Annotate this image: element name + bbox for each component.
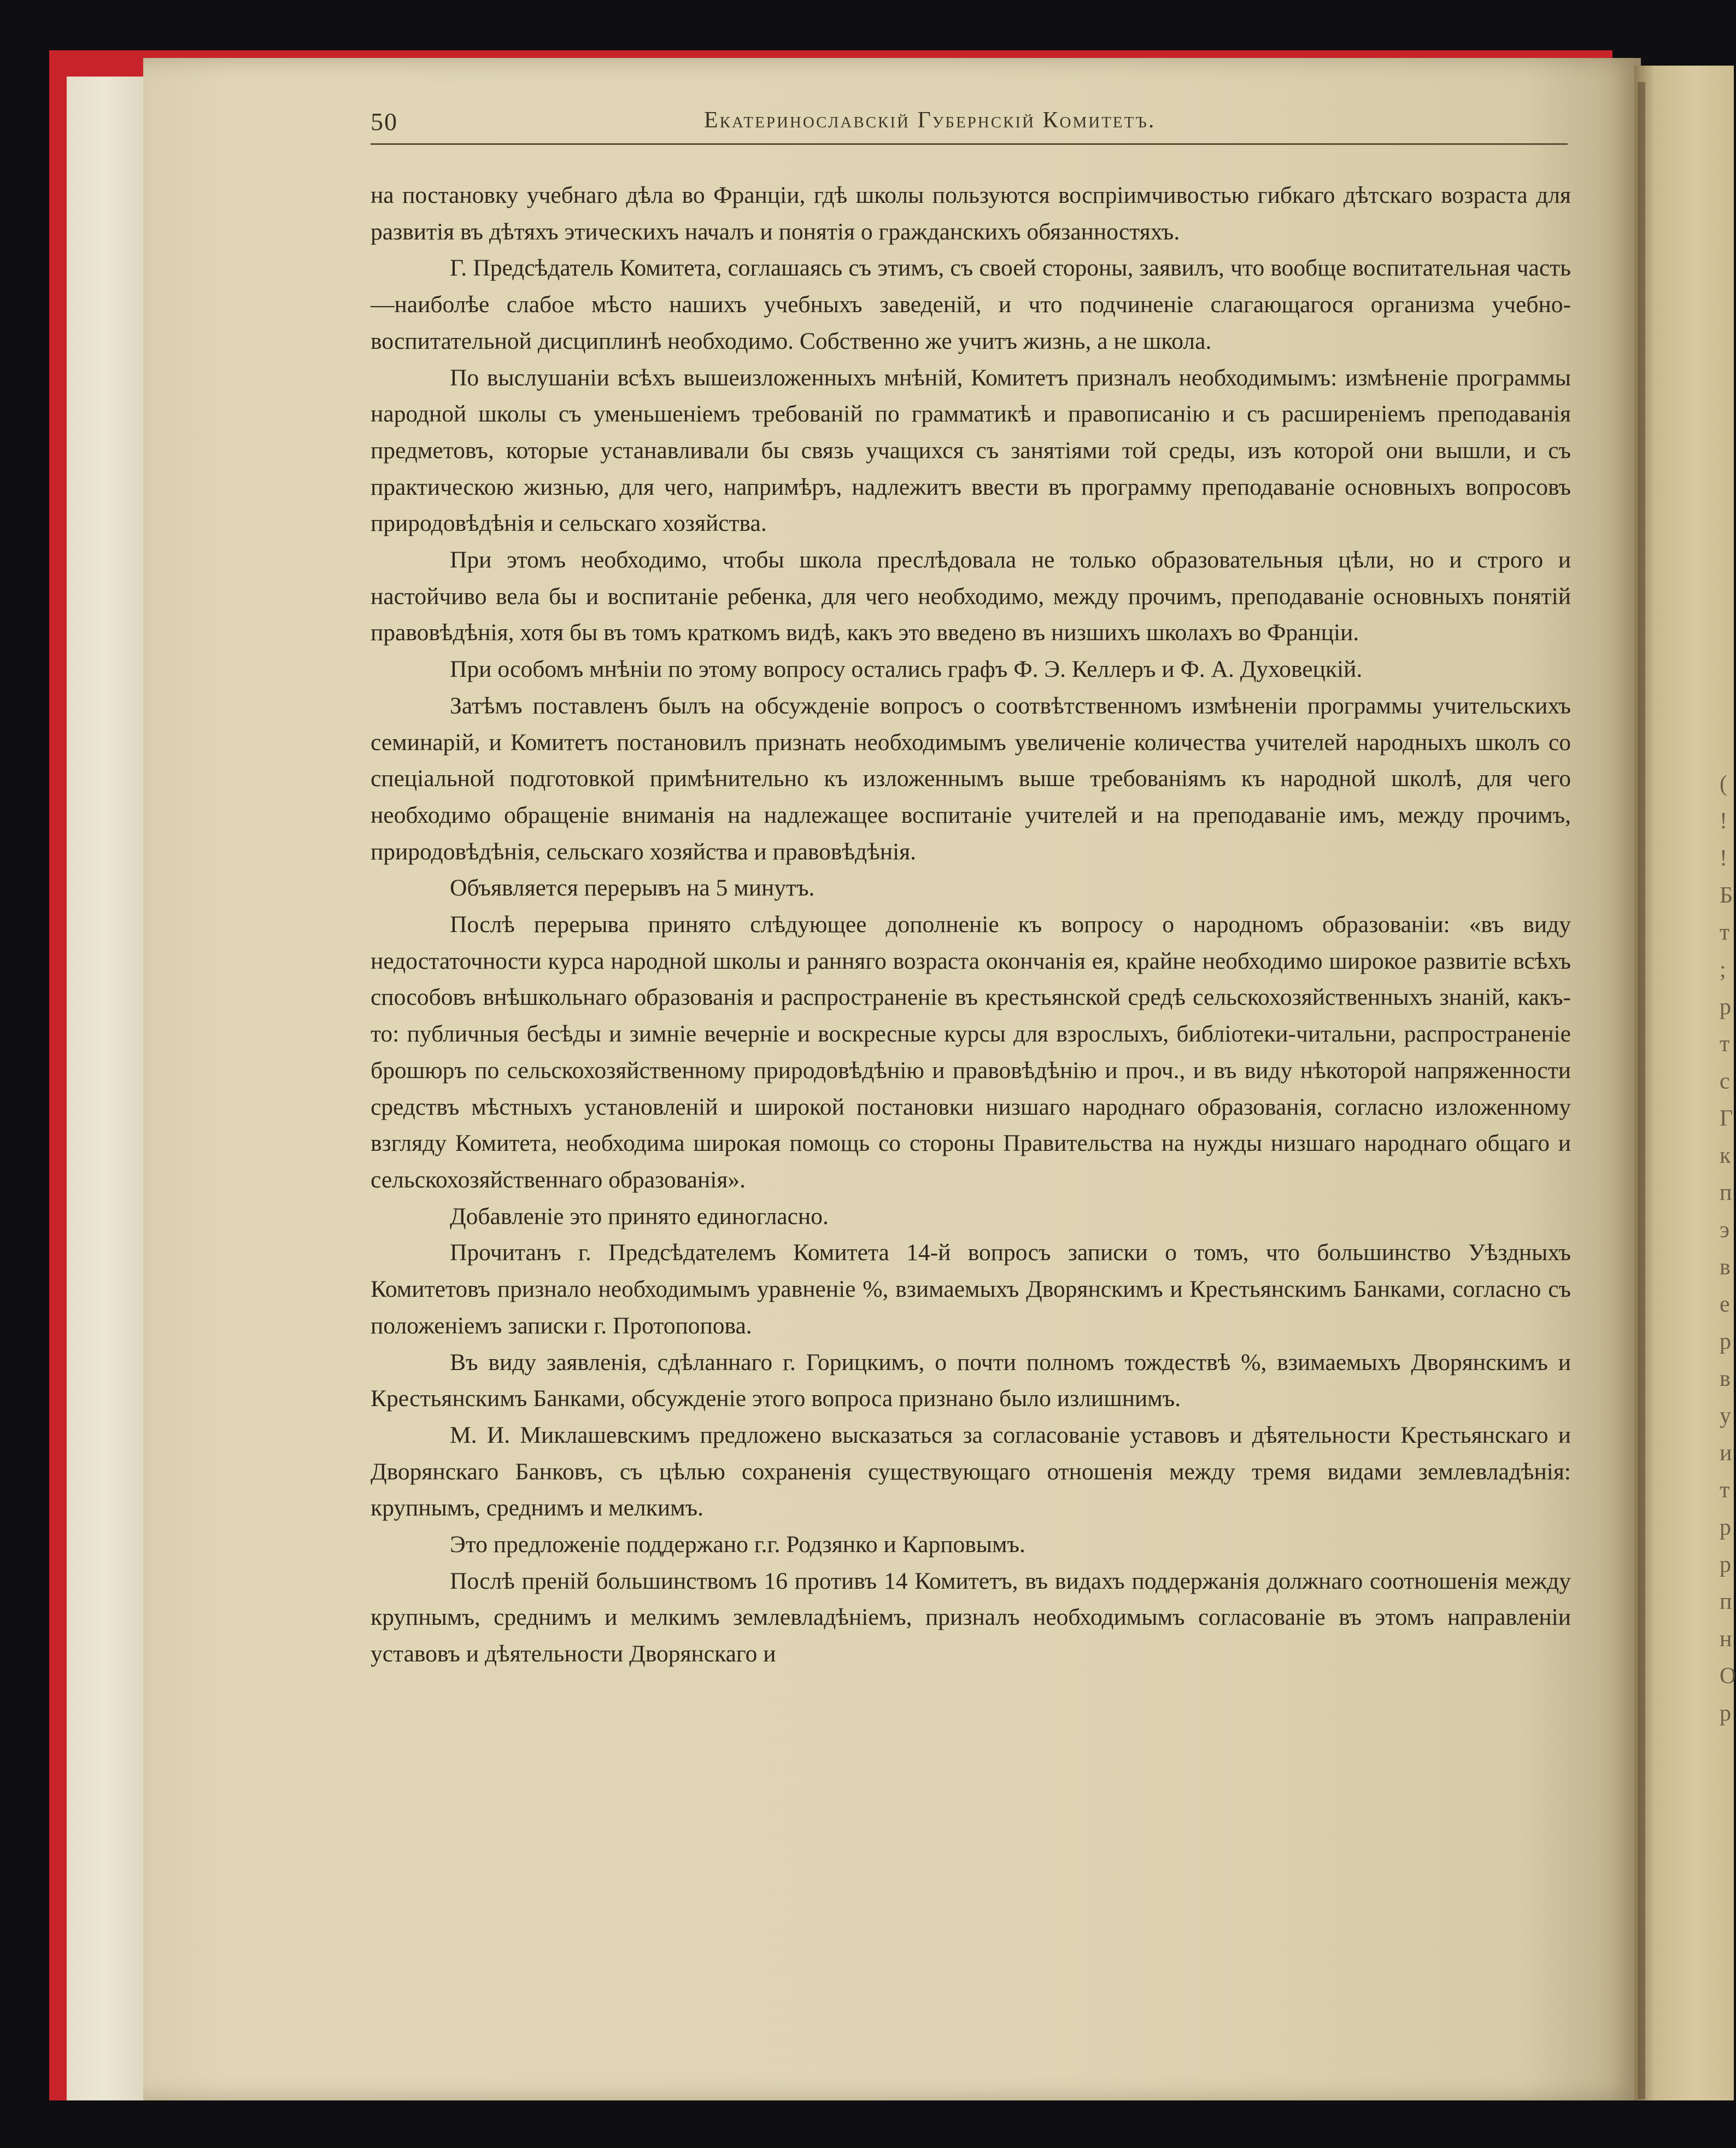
paragraph: на постановку учебнаго дѣла во Франціи, гдѣ школы пользуются воспріимчивостью гибкаго дѣтскаго возраста для развитія въ дѣтяхъ этическихъ началъ и понятія о гражданскихъ обязанностяхъ. [371, 182, 1571, 245]
body-text [371, 177, 1571, 1672]
next-page-letter: э [1720, 1218, 1730, 1243]
paragraph: Объявляется перерывъ на 5 минутъ. [450, 875, 815, 902]
next-page-letter: е [1720, 1292, 1730, 1317]
next-page-letter: О [1720, 1664, 1736, 1689]
next-page-letter: у [1720, 1403, 1731, 1429]
header-rule [371, 143, 1568, 145]
next-page-letter: п [1720, 1180, 1732, 1205]
paragraph: Послѣ перерыва принято слѣдующее дополненіе къ вопросу о народномъ образованіи: «въ виду недостаточности курса народной школы и ранняго возраста окончанія ея, крайне необходимо широкое развитіе всѣхъ способовъ внѣшкольнаго образованія и распространеніе въ крестьянской средѣ сельскохозяйственныхъ знаній, какъ-то: публичныя бесѣды и зимніе вечерніе и воскресные курсы для взрослыхъ, библіотеки-читальни, распространеніе брошюръ по сельскохозяйственному природовѣдѣнію и правовѣдѣнію и проч., и въ виду нѣкоторой напряженности средствъ мѣстныхъ установленій и широкой постановки низшаго народнаго образованія, согласно изложенному взгляду Комитета, необходима широкая помощь со стороны Правительства на нужды низшаго народнаго общаго и сельскохозяйственнаго образованія». [371, 911, 1571, 1193]
next-page-letter: р [1720, 1552, 1731, 1577]
next-page-letter: р [1720, 994, 1731, 1020]
next-page-letter: к [1720, 1143, 1731, 1168]
next-page-letter: и [1720, 1441, 1732, 1466]
next-page-letter: т [1720, 920, 1730, 945]
next-page-letter: с [1720, 1069, 1730, 1094]
paragraph: Прочитанъ г. Предсѣдателемъ Комитета 14-й вопросъ записки о томъ, что большинство Уѣздныхъ Комитетовъ признало необходимымъ уравненіе %, взимаемыхъ Дворянскимъ и Крестьянскимъ Банками, согласно съ положеніемъ записки г. Протопопова. [371, 1239, 1571, 1339]
paragraph: М. И. Миклашевскимъ предложено высказаться за согласованіе уставовъ и дѣятельности Крестьянскаго и Дворянскаго Банковъ, съ цѣлью сохраненія существующаго отношенія между тремя видами землевладѣнія: крупнымъ, среднимъ и мелкимъ. [371, 1421, 1571, 1521]
paragraph: Г. Предсѣдатель Комитета, соглашаясь съ этимъ, съ своей стороны, заявилъ, что вообще воспитательная часть—наиболѣе слабое мѣсто нашихъ учебныхъ заведеній, и что подчиненіе слагающагося организма учебно-воспитательной дисциплинѣ необходимо. Собственно же учитъ жизнь, а не школа. [371, 255, 1571, 354]
next-page-letter: ( [1720, 771, 1727, 797]
next-page-letter: Б [1720, 883, 1733, 908]
next-page-letter: т [1720, 1032, 1730, 1057]
next-page-letter: п [1720, 1589, 1732, 1614]
paragraph: По выслушаніи всѣхъ вышеизложенныхъ мнѣній, Комитетъ призналъ необходимымъ: измѣненіе программы народной школы съ уменьшеніемъ требованій по грамматикѣ и правописанію и съ расширеніемъ преподаванія предметовъ, которые устанавливали бы связь учащихся съ занятіями той среды, изъ которой они вышли, и съ практическою жизнью, для чего, напримѣръ, надлежитъ ввести въ программу преподаваніе основныхъ вопросовъ природовѣдѣнія и сельскаго хозяйства. [371, 364, 1571, 537]
page-number: 50 [371, 108, 398, 136]
next-page-letter: р [1720, 1329, 1731, 1354]
next-page-letter: ! [1720, 809, 1727, 834]
next-page-edge [1634, 66, 1734, 2100]
next-page-letter: ! [1720, 846, 1727, 871]
next-page-letter: т [1720, 1478, 1730, 1503]
running-head: Екатеринославскій Губернскій Комитетъ. [704, 108, 1156, 133]
paragraph: Затѣмъ поставленъ былъ на обсужденіе вопросъ о соотвѣтственномъ измѣненіи программы учительскихъ семинарій, и Комитетъ постановилъ признать необходимымъ увеличеніе количества учителей народныхъ школъ со спеціальной подготовкой примѣнительно къ изложеннымъ выше требованіямъ къ народной школѣ, для чего необходимо обращеніе вниманія на надлежащее воспитаніе учителей и на преподаваніе имъ, между прочимъ, природовѣдѣнія, сельскаго хозяйства и правовѣдѣнія. [371, 692, 1571, 865]
paragraph: Въ виду заявленія, сдѣланнаго г. Горицкимъ, о почти полномъ тождествѣ %, взимаемыхъ Дворянскимъ и Крестьянскимъ Банками, обсужденіе этого вопроса признано было излишнимъ. [371, 1349, 1571, 1412]
next-page-text-fragments [1720, 765, 1734, 2023]
paragraph: При особомъ мнѣніи по этому вопросу остались графъ Ф. Э. Келлеръ и Ф. А. Духовецкій. [450, 656, 1363, 683]
next-page-letter: н [1720, 1626, 1732, 1652]
next-page-letter: р [1720, 1701, 1731, 1726]
page-gutter-shadow [1638, 82, 1645, 2099]
paragraph: Послѣ преній большинствомъ 16 противъ 14 Комитетъ, въ видахъ поддержанія должнаго соотношенія между крупнымъ, среднимъ и мелкимъ землевладѣніемъ, призналъ необходимымъ согласованіе въ этомъ направленіи уставовъ и дѣятельности Дворянскаго и [371, 1567, 1571, 1667]
next-page-letter: в [1720, 1366, 1731, 1391]
paragraph: Добавленіе это принято единогласно. [450, 1203, 829, 1230]
next-page-letter: Г [1720, 1106, 1733, 1131]
next-page-letter: ; [1720, 957, 1726, 982]
next-page-letter: в [1720, 1255, 1731, 1280]
paragraph: При этомъ необходимо, чтобы школа преслѣдовала не только образовательныя цѣли, но и строго и настойчиво вела бы и воспитаніе ребенка, для чего необходимо, между прочимъ, преподаваніе основныхъ понятій правовѣдѣнія, хотя бы въ томъ краткомъ видѣ, какъ это введено въ низшихъ школахъ во Франціи. [371, 547, 1571, 646]
paragraph: Это предложеніе поддержано г.г. Родзянко и Карповымъ. [450, 1531, 1025, 1558]
next-page-letter: р [1720, 1515, 1731, 1540]
page-header [371, 107, 1573, 140]
